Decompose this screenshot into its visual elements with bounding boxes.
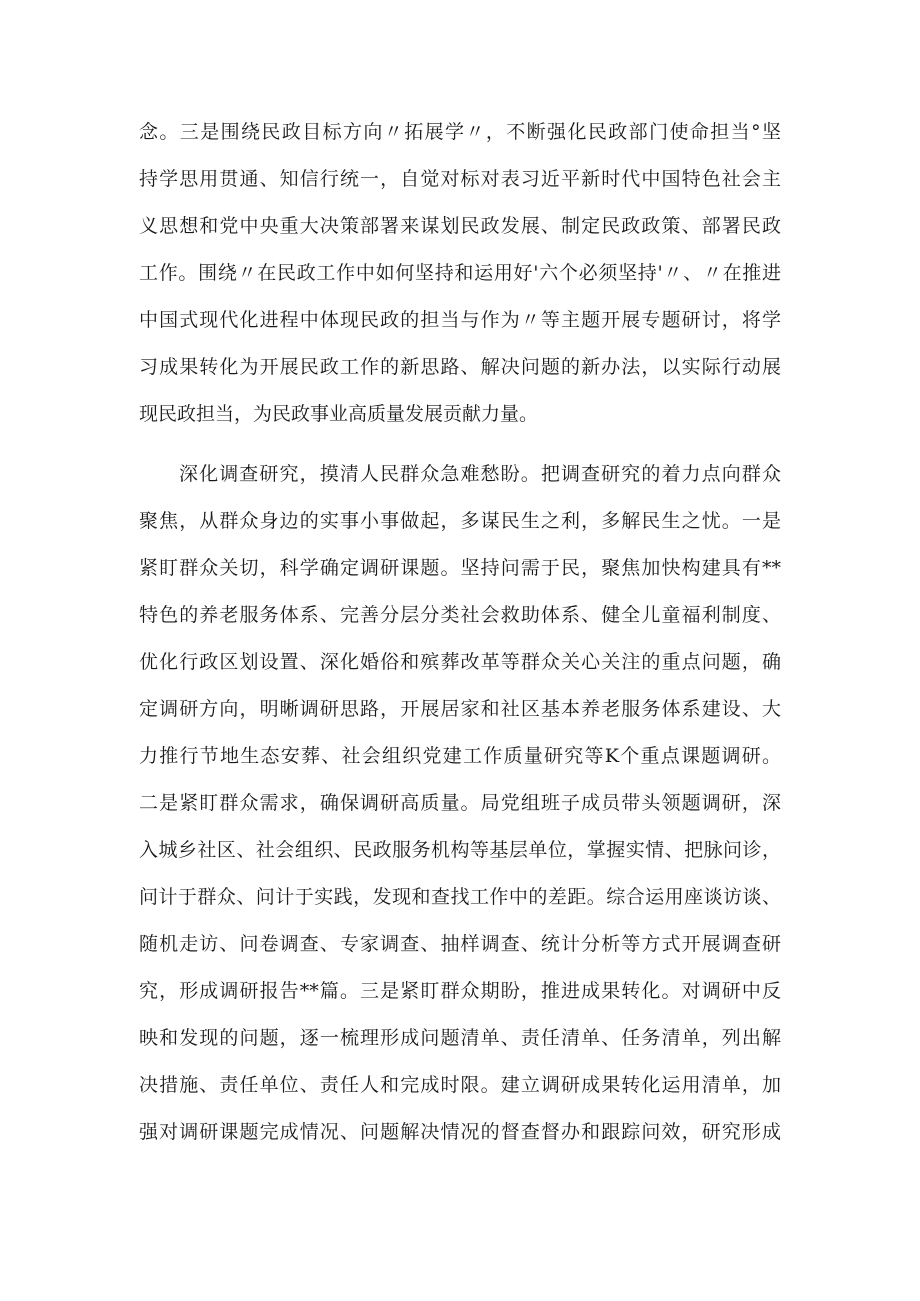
paragraph-line: 现民政担当，为民政事业高质量发展贡献力量。 — [139, 403, 539, 425]
paragraph-line: 义思想和党中央重大决策部署来谋划民政发展、制定民政政策、部署民政 — [139, 215, 781, 237]
paragraph-line: 二是紧盯群众需求，确保调研高质量。局党组班子成员带头领题调研，深 — [139, 792, 781, 814]
paragraph-line: 入城乡社区、社会组织、民政服务机构等基层单位，掌握实情、把脉问诊， — [139, 839, 781, 861]
paragraph-line: 强对调研课题完成情况、问题解决情况的督查督办和跟踪问效，研究形成 — [139, 1121, 781, 1143]
paragraph-line: 聚焦，从群众身边的实事小事做起，多谋民生之利，多解民生之忧。一是 — [139, 510, 781, 532]
paragraph-line: 紧盯群众关切，科学确定调研课题。坚持问需于民，聚焦加快构建具有** — [139, 557, 781, 579]
paragraph-line: 决措施、责任单位、责任人和完成时限。建立调研成果转化运用清单，加 — [139, 1074, 781, 1096]
paragraph-line: 力推行节地生态安葬、社会组织党建工作质量研究等K个重点课题调研。 — [139, 745, 781, 767]
paragraph-line: 优化行政区划设置、深化婚俗和殡葬改革等群众关心关注的重点问题，确 — [139, 651, 781, 673]
paragraph-2 — [139, 451, 781, 1156]
paragraph-line: 特色的养老服务体系、完善分层分类社会救助体系、健全儿童福利制度、 — [139, 604, 781, 626]
paragraph-line: 问计于群众、问计于实践，发现和查找工作中的差距。综合运用座谈访谈、 — [139, 886, 781, 908]
paragraph-line: 随机走访、问卷调查、专家调查、抽样调查、统计分析等方式开展调查研 — [139, 933, 781, 955]
paragraph-line: 定调研方向，明晰调研思路，开展居家和社区基本养老服务体系建设、大 — [139, 698, 781, 720]
paragraph-line: 念。三是围绕民政目标方向〃拓展学〃，不断强化民政部门使命担当°坚 — [139, 121, 781, 143]
paragraph-1 — [139, 109, 781, 438]
paragraph-line: 习成果转化为开展民政工作的新思路、解决问题的新办法，以实际行动展 — [139, 356, 781, 378]
paragraph-line: 究，形成调研报告**篇。三是紧盯群众期盼，推进成果转化。对调研中反 — [139, 980, 781, 1002]
paragraph-line: 映和发现的问题，逐一梳理形成问题清单、责任清单、任务清单，列出解 — [139, 1027, 781, 1049]
paragraph-line: 中国式现代化进程中体现民政的担当与作为〃等主题开展专题研讨，将学 — [139, 309, 781, 331]
paragraph-line: 工作。围绕〃在民政工作中如何坚持和运用好'六个必须坚持'〃、〃在推进 — [139, 262, 781, 284]
paragraph-line: 深化调查研究，摸清人民群众急难愁盼。把调查研究的着力点向群众 — [179, 463, 781, 485]
paragraph-line: 持学思用贯通、知信行统一，自觉对标对表习近平新时代中国特色社会主 — [139, 168, 781, 190]
